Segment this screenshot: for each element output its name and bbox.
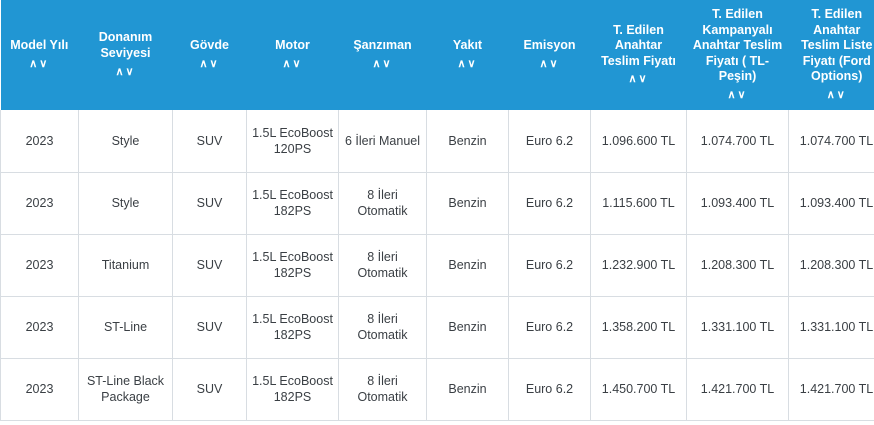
cell-ford-options: 1.421.700 TL [789,358,874,420]
sort-arrows-icon[interactable]: ∧∨ [457,57,478,70]
cell-govde: SUV [173,110,247,172]
sort-arrows-icon[interactable]: ∧∨ [29,57,50,70]
table-row [1,358,874,420]
cell-yakit: Benzin [427,358,509,420]
table-row [1,296,874,358]
cell-donanim: Titanium [79,234,173,296]
cell-ford-options: 1.331.100 TL [789,296,874,358]
column-header-label: Emisyon [523,38,576,53]
sort-arrows-icon[interactable]: ∧∨ [372,57,393,70]
sort-arrows-icon[interactable]: ∧∨ [539,57,560,70]
cell-donanim: Style [79,172,173,234]
column-header-model-yili[interactable] [1,0,79,110]
cell-kampanyali: 1.074.700 TL [687,110,789,172]
column-header-label: Motor [275,38,310,53]
cell-model-yili: 2023 [1,172,79,234]
cell-yakit: Benzin [427,110,509,172]
sort-arrows-icon[interactable]: ∧∨ [727,89,748,102]
cell-ford-options: 1.208.300 TL [789,234,874,296]
cell-govde: SUV [173,172,247,234]
column-header-anahtar-teslim-fiyati[interactable] [591,0,687,110]
sort-arrows-icon[interactable]: ∧∨ [199,57,220,70]
table-row [1,172,874,234]
cell-govde: SUV [173,358,247,420]
sort-arrows-icon[interactable]: ∧∨ [826,89,847,102]
cell-motor: 1.5L EcoBoost 182PS [247,172,339,234]
cell-motor: 1.5L EcoBoost 182PS [247,234,339,296]
sort-arrows-icon[interactable]: ∧∨ [628,73,649,86]
column-header-label: T. Edilen Kampanyalı Anahtar Teslim Fiyatı ( TL-Peşin) [692,6,783,84]
cell-yakit: Benzin [427,296,509,358]
sort-arrows-icon[interactable]: ∧∨ [282,57,303,70]
cell-emisyon: Euro 6.2 [509,296,591,358]
table-header-row [1,0,874,110]
column-header-ford-options-liste-fiyati[interactable] [789,0,874,110]
cell-anahtar-teslim: 1.232.900 TL [591,234,687,296]
cell-donanim: ST-Line Black Package [79,358,173,420]
column-header-yakit[interactable] [427,0,509,110]
column-header-label: T. Edilen Anahtar Teslim Liste Fiyatı (Ford Options) [801,6,873,84]
table-header [1,0,874,110]
table-row [1,234,874,296]
cell-motor: 1.5L EcoBoost 120PS [247,110,339,172]
cell-kampanyali: 1.331.100 TL [687,296,789,358]
column-header-kampanyali-anahtar-teslim-fiyati[interactable] [687,0,789,110]
cell-motor: 1.5L EcoBoost 182PS [247,358,339,420]
column-header-label: T. Edilen Anahtar Teslim Fiyatı [601,22,676,68]
cell-yakit: Benzin [427,234,509,296]
column-header-label: Gövde [190,38,229,53]
sort-arrows-icon[interactable]: ∧∨ [115,65,136,78]
cell-emisyon: Euro 6.2 [509,358,591,420]
cell-sanziman: 8 İleri Otomatik [339,296,427,358]
cell-anahtar-teslim: 1.450.700 TL [591,358,687,420]
cell-ford-options: 1.074.700 TL [789,110,874,172]
cell-model-yili: 2023 [1,296,79,358]
column-header-label: Donanım Seviyesi [98,30,153,60]
column-header-donanim-seviyesi[interactable] [79,0,173,110]
cell-govde: SUV [173,234,247,296]
cell-kampanyali: 1.093.400 TL [687,172,789,234]
column-header-emisyon[interactable] [509,0,591,110]
cell-donanim: ST-Line [79,296,173,358]
cell-kampanyali: 1.208.300 TL [687,234,789,296]
column-header-label: Şanzıman [353,38,412,53]
column-header-sanziman[interactable] [339,0,427,110]
cell-sanziman: 6 İleri Manuel [339,110,427,172]
cell-emisyon: Euro 6.2 [509,234,591,296]
cell-sanziman: 8 İleri Otomatik [339,234,427,296]
cell-sanziman: 8 İleri Otomatik [339,358,427,420]
column-header-motor[interactable] [247,0,339,110]
cell-motor: 1.5L EcoBoost 182PS [247,296,339,358]
cell-model-yili: 2023 [1,234,79,296]
cell-sanziman: 8 İleri Otomatik [339,172,427,234]
column-header-label: Yakıt [452,38,483,53]
table-row [1,110,874,172]
cell-emisyon: Euro 6.2 [509,110,591,172]
cell-model-yili: 2023 [1,110,79,172]
cell-donanim: Style [79,110,173,172]
cell-yakit: Benzin [427,172,509,234]
cell-anahtar-teslim: 1.096.600 TL [591,110,687,172]
cell-kampanyali: 1.421.700 TL [687,358,789,420]
table-body [1,110,874,420]
cell-anahtar-teslim: 1.358.200 TL [591,296,687,358]
cell-ford-options: 1.093.400 TL [789,172,874,234]
cell-emisyon: Euro 6.2 [509,172,591,234]
cell-govde: SUV [173,296,247,358]
cell-anahtar-teslim: 1.115.600 TL [591,172,687,234]
column-header-govde[interactable] [173,0,247,110]
column-header-label: Model Yılı [10,38,69,53]
cell-model-yili: 2023 [1,358,79,420]
